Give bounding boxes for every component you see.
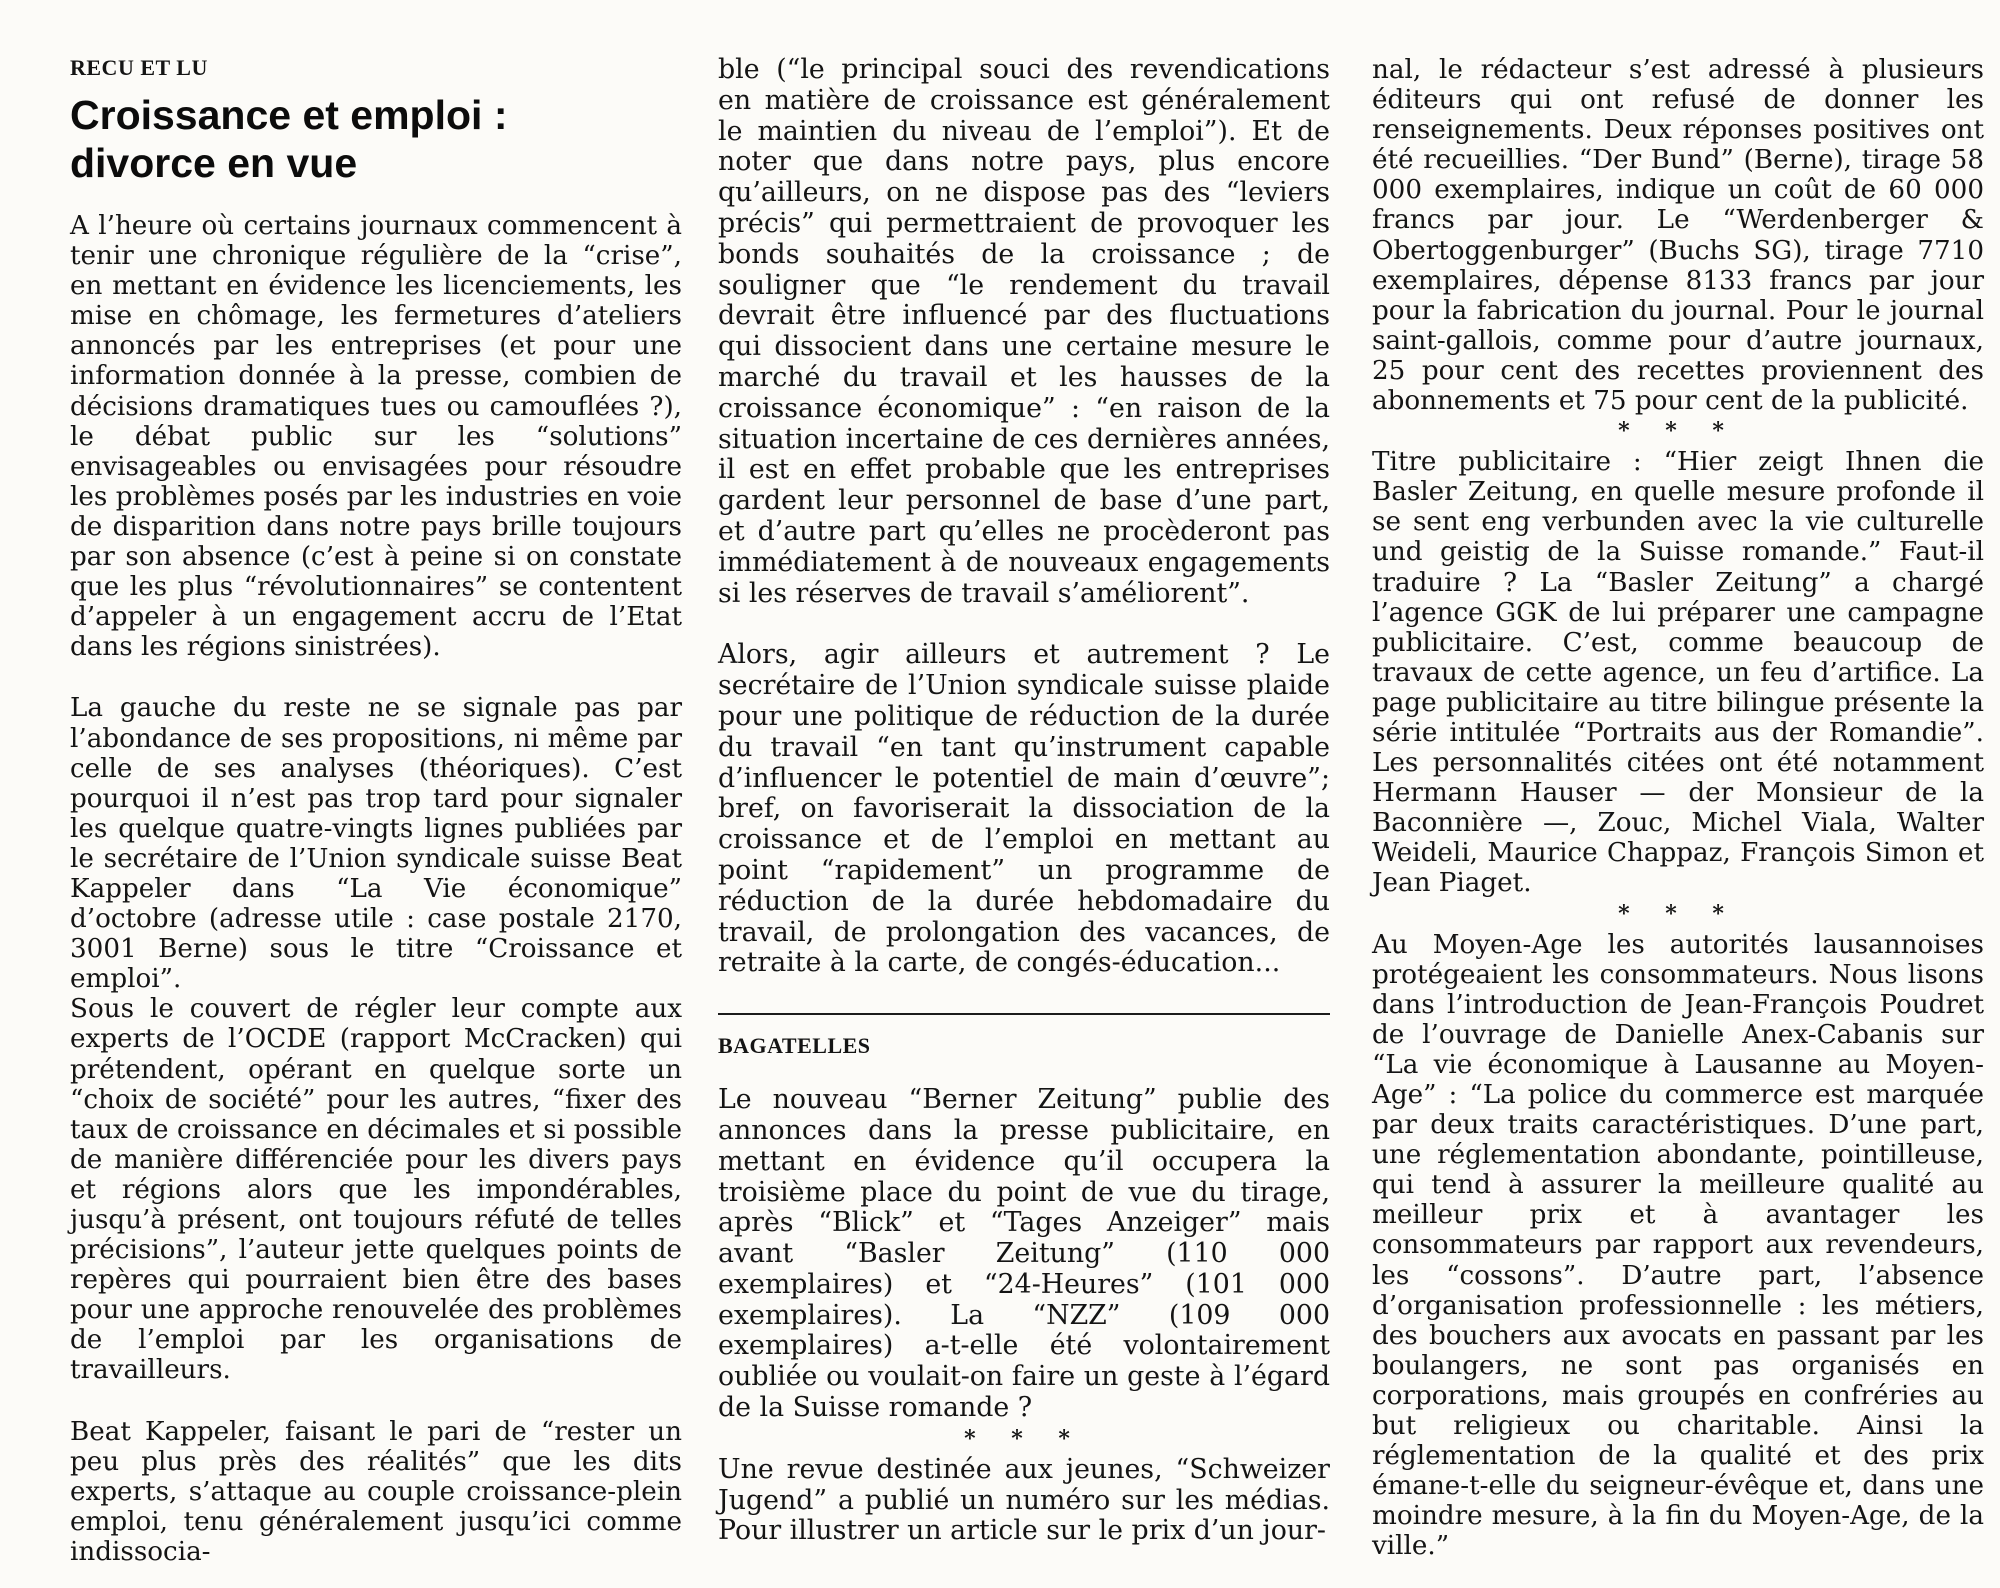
star-separator: * * * (1618, 418, 1738, 445)
section-title-bagatelles: BAGATELLES (718, 1033, 871, 1059)
bagatelles-paragraph: Titre publicitaire : “Hier zeigt Ihnen die Basler Zeitung, en quelle mesure profonde il se sent eng verbunden avec la vie culturelle und geistig de la Suisse romande.” Faut-il traduire ? La “Basler Zeitung” a chargé l’agence GGK de lui préparer une campagne publicitaire. C’est, comme beaucoup de travaux de cette agence, un feu d’artifice. La page publicitaire au titre bilingue présente la série intitulée “Portraits aus der Romandie”. Les personnalités citées ont été notamment Hermann Hauser — der Monsieur de la Baconnière —, Zouc, Michel Viala, Walter Weideli, Maurice Chappaz, François Simon et Jean Piaget. (1372, 447, 1984, 899)
column-2 (718, 55, 1330, 1547)
headline-line-1: Croissance et emploi : (70, 92, 508, 138)
article-paragraph: Beat Kappeler, faisant le pari de “rester un peu plus près des réalités” que les dits experts, s’attaque au couple croissance-plein emploi, tenu généralement jusqu’ici comme indissocia- (70, 1416, 682, 1567)
bagatelles-paragraph: nal, le rédacteur s’est adressé à plusieurs éditeurs qui ont refusé de donner les renseignements. Deux réponses positives ont été recueillies. “Der Bund” (Berne), tirage 58 000 exemplaires, indique un coût de 60 000 francs par jour. Le “Werdenberger & Obertoggenburger” (Buchs SG), tirage 7710 exemplaires, dépense 8133 francs par jour pour la fabrication du journal. Pour le journal saint-gallois, comme pour d’autre journaux, 25 pour cent des recettes proviennent des abonnements et 75 pour cent de la publicité. (1372, 55, 1984, 417)
column-3 (1372, 55, 1984, 1562)
bagatelles-paragraph: Une revue destinée aux jeunes, “Schweizer Jugend” a publié un numéro sur les médias. Pour illustrer un article sur le prix d’un jour- (718, 1453, 1330, 1547)
headline-line-2: divorce en vue (70, 140, 358, 186)
bagatelles-paragraph: Le nouveau “Berner Zeitung” publie des annonces dans la presse publicitaire, en mettant en évidence qu’il occupera la troisième place du point de vue du tirage, après “Blick” et “Tages Anzeiger” mais avant “Basler Zeitung” (110 000 exemplaires) et “24-Heures” (101 000 exemplaires). La “NZZ” (109 000 exemplaires) a-t-elle été volontairement oubliée ou voulait-on faire un geste à l’égard de la Suisse romande ? (718, 1084, 1330, 1424)
article-paragraph: A l’heure où certains journaux commencent à tenir une chronique régulière de la “crise”, en mettant en évidence les licenciements, les mise en chômage, les fermetures d’ateliers annoncés par les entreprises (et pour une information donnée à la presse, combien de décisions dramatiques tues ou camouflées ?), le débat public sur les “solutions” envisageables ou envisagées pour résoudre les problèmes posés par les industries en voie de disparition dans notre pays brille toujours par son absence (c’est à peine si on constate que les plus “révolutionnaires” se contentent d’appeler à un engagement accru de l’Etat dans les régions sinistrées). (70, 211, 682, 663)
section-divider (718, 1013, 1330, 1015)
article-paragraph: ble (“le principal souci des revendications en matière de croissance est généralement le maintien du niveau de l’emploi”). Et de noter que dans notre pays, plus encore qu’ailleurs, on ne dispose pas des “leviers précis” qui permettraient de provoquer les bonds souhaités de la croissance ; de souligner que “le rendement du travail devrait être influencé par des fluctuations qui dissocient dans une certaine mesure le marché du travail et les hausses de la croissance économique” : “en raison de la situation incertaine de ces dernières années, il est en effet probable que les entreprises gardent leur personnel de base d’une part, et d’autre part qu’elles ne procèderont pas immédiatement à de nouveaux engagements si les réserves de travail s’améliorent”. (718, 54, 1330, 609)
article-paragraph: Alors, agir ailleurs et autrement ? Le secrétaire de l’Union syndicale suisse plaide pour une politique de réduction de la durée du travail “en tant qu’instrument capable d’influencer le potentiel de main d’œuvre”; bref, on favoriserait la dissociation de la croissance et de l’emploi en mettant au point “rapidement” un programme de réduction de la durée hebdomadaire du travail, de prolongation des vacances, de retraite à la carte, de congés-éducation... (718, 639, 1330, 979)
section-kicker: RECU ET LU (70, 55, 208, 80)
star-separator: * * * (1618, 900, 1738, 927)
column-1 (70, 55, 682, 1567)
article-paragraph: La gauche du reste ne se signale pas par l’abondance de ses propositions, ni même par celle de ses analyses (théoriques). C’est pourquoi il n’est pas trop tard pour signaler les quelque quatre-vingts lignes publiées par le secrétaire de l’Union syndicale suisse Beat Kappeler dans “La Vie économique” d’octobre (adresse utile : case postale 2170, 3001 Berne) sous le titre “Croissance et emploi”. (70, 693, 682, 995)
bagatelles-paragraph: Au Moyen-Age les autorités lausannoises protégeaient les consommateurs. Nous lisons dans l’introduction de Jean-François Poudret de l’ouvrage de Danielle Anex-Cabanis sur “La vie économique à Lausanne au Moyen-Age” : “La police du commerce est marquée par deux traits caractéristiques. D’une part, une réglementation abondante, pointilleuse, qui tend à assurer la meilleure qualité au meilleur prix et à avantager les consommateurs par rapport aux revendeurs, les “cossons”. D’autre part, l’absence d’organisation professionnelle : les métiers, des bouchers aux avocats en passant par les boulangers, ne sont pas organisés en corporations, mais groupés en confréries au but religieux ou charitable. Ainsi la réglementation de la qualité et des prix émane-t-elle du seigneur-évêque et, dans une moindre mesure, à la fin du Moyen-Age, de la ville.” (1372, 929, 1984, 1562)
article-headline (70, 91, 682, 187)
article-paragraph: Sous le couvert de régler leur compte aux experts de l’OCDE (rapport McCracken) qui prétendent, opérant en quelque sorte un “choix de société” pour les autres, “fixer des taux de croissance en décimales et si possible de manière différenciée pour les divers pays et régions alors que les impondérables, jusqu’à présent, ont toujours réfuté de telles précisions”, l’auteur jette quelques points de repères qui pourraient bien être des bases pour une approche renouvelée des problèmes de l’emploi par les organisations de travailleurs. (70, 994, 682, 1386)
star-separator: * * * (964, 1425, 1084, 1452)
